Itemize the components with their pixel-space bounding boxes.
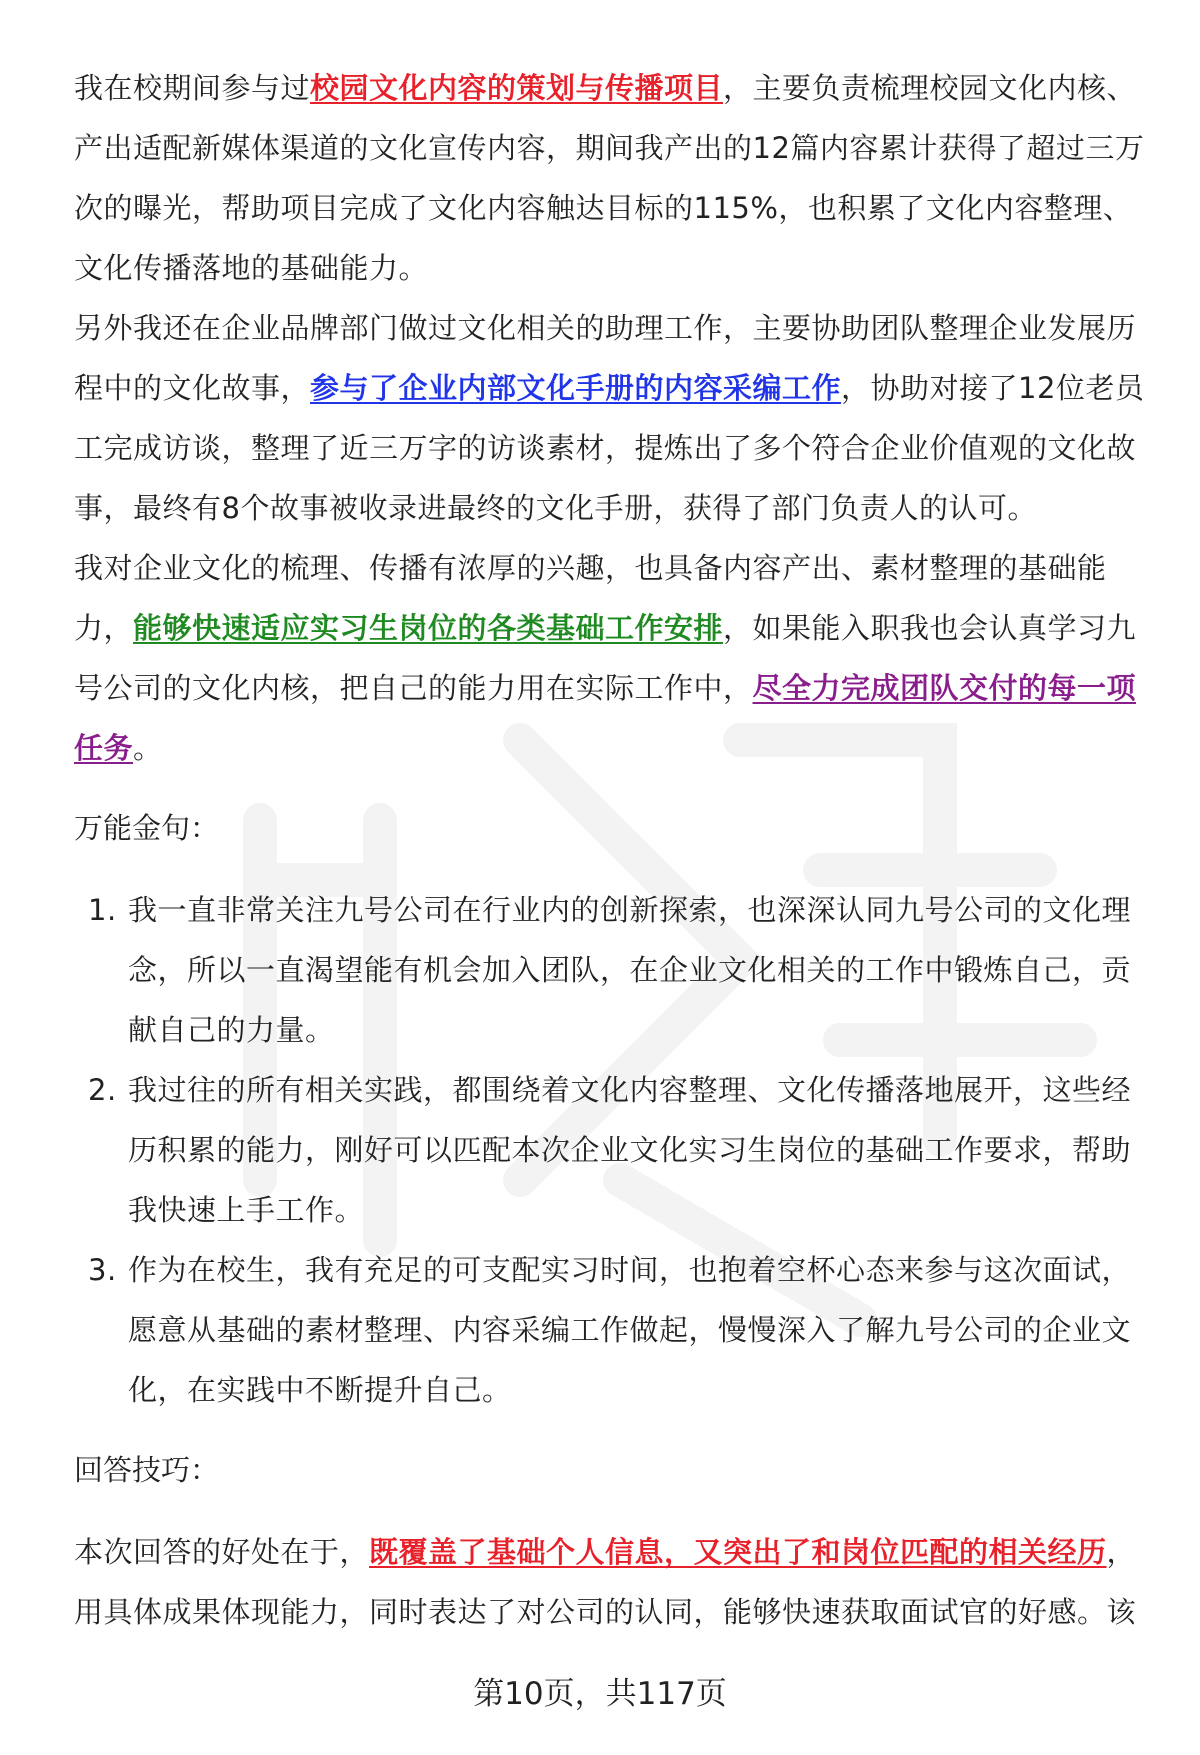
highlight-tips: 既覆盖了基础个人信息，又突出了和岗位匹配的相关经历 [369,1535,1107,1569]
document-body [74,58,1154,1642]
list-item [74,880,1154,1060]
paragraph-text: 另外我还在企业品牌部门做过文化相关的助理工作，主要协助团队整理企业发展历程中的文化故事， [74,311,1137,405]
list-item-text: 作为在校生，我有充足的可支配实习时间，也抱着空杯心态来参与这次面试，愿意从基础的素材整理、内容采编工作做起，慢慢深入了解九号公司的企业文化，在实践中不断提升自己。 [128,1253,1132,1407]
list-item-number: 2. [88,1073,117,1107]
paragraph-brand-assistant [74,298,1154,538]
paragraph-text: ，用具体成果体现能力，同时表达了对公司的认同，能够快速获取面试官的好感。该 [74,1535,1137,1629]
list-item-text: 我过往的所有相关实践，都围绕着文化内容整理、文化传播落地展开，这些经历积累的能力，刚好可以匹配本次企业文化实习生岗位的基础工作要求，帮助我快速上手工作。 [128,1073,1132,1227]
page-number-label: 第10页，共117页 [473,1676,727,1712]
golden-sentences-list [74,880,1154,1420]
paragraph-text: 。 [133,731,163,765]
list-item-number: 3. [88,1253,117,1287]
paragraph-text: ，主要负责梳理校园文化内核、产出适配新媒体渠道的文化宣传内容，期间我产出的12篇内容累计获得了超过三万次的曝光，帮助项目完成了文化内容触达目标的115%，也积累了文化内容整理、文化传播落地的基础能力。 [74,71,1145,285]
highlight-adapt-quickly: 能够快速适应实习生岗位的各类基础工作安排 [133,611,724,645]
paragraph-text: ，协助对接了12位老员工完成访谈，整理了近三万字的访谈素材，提炼出了多个符合企业价值观的文化故事，最终有8个故事被收录进最终的文化手册，获得了部门负责人的认可。 [74,371,1145,525]
heading-answer-tips: 回答技巧： [74,1453,220,1487]
highlight-campus-project: 校园文化内容的策划与传播项目 [310,71,724,105]
list-item-text: 我一直非常关注九号公司在行业内的创新探索，也深深认同九号公司的文化理念，所以一直渴望能有机会加入团队，在企业文化相关的工作中锻炼自己，贡献自己的力量。 [128,893,1132,1047]
paragraph-interest [74,538,1154,778]
highlight-culture-handbook: 参与了企业内部文化手册的内容采编工作 [310,371,842,405]
highlight-complete-tasks: 尽全力完成团队交付的每一项任务 [74,671,1137,765]
paragraph-text: 我在校期间参与过 [74,71,311,105]
paragraph-text: ，如果能入职我也会认真学习九号公司的文化内核，把自己的能力用在实际工作中， [74,611,1137,705]
list-item-number: 1. [88,893,117,927]
paragraph-text: 我对企业文化的梳理、传播有浓厚的兴趣，也具备内容产出、素材整理的基础能力， [74,551,1107,645]
list-item [74,1060,1154,1240]
heading-golden-sentences: 万能金句： [74,811,220,845]
paragraph-tips [74,1522,1154,1642]
page-footer [0,1668,1200,1713]
list-item [74,1240,1154,1420]
paragraph-text: 本次回答的好处在于， [74,1535,370,1569]
paragraph-campus-project [74,58,1154,298]
